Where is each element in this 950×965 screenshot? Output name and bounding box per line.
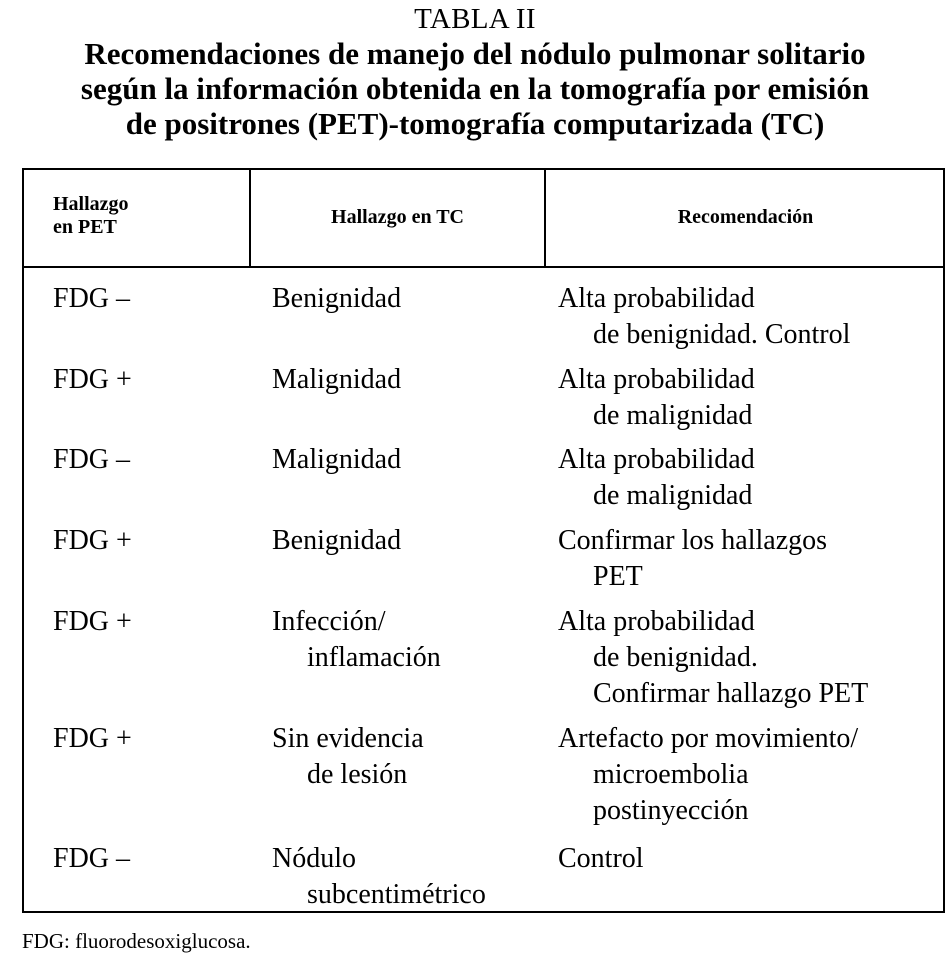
cell-line: Alta probabilidad xyxy=(558,606,755,637)
cell-line: Infección/ xyxy=(272,606,386,637)
table-cell-pet xyxy=(53,721,132,757)
table-cell-pet xyxy=(53,362,132,398)
cell-line: Benignidad xyxy=(272,283,402,314)
cell-line: de benignidad. Control xyxy=(593,319,851,350)
table-cell-rec xyxy=(558,442,755,514)
table-cell-pet xyxy=(53,442,130,478)
table-cell-tc xyxy=(272,604,441,676)
data-table xyxy=(22,168,945,913)
table-cell-tc xyxy=(272,281,401,317)
cell-line: FDG + xyxy=(53,723,132,754)
cell-line: de malignidad xyxy=(593,400,753,431)
cell-line: de lesión xyxy=(307,759,408,790)
cell-line: de benignidad. xyxy=(593,642,758,673)
table-cell-tc xyxy=(272,442,401,478)
table-cell-pet xyxy=(53,841,130,877)
table-header xyxy=(24,170,943,268)
table-cell-tc xyxy=(272,841,486,913)
cell-line: Sin evidencia xyxy=(272,723,424,754)
cell-line: Confirmar los hallazgos xyxy=(558,525,828,556)
cell-line: FDG – xyxy=(53,283,131,314)
cell-line: FDG + xyxy=(53,525,132,556)
cell-line: Malignidad xyxy=(272,364,402,395)
table-footnote: FDG: fluorodesoxiglucosa. xyxy=(22,929,251,953)
table-title-line: según la información obtenida en la tomografía por emisión xyxy=(80,71,870,106)
cell-line: Confirmar hallazgo PET xyxy=(593,678,869,709)
table-cell-tc xyxy=(272,721,424,793)
cell-line: Alta probabilidad xyxy=(558,444,755,475)
table-cell-rec xyxy=(558,721,858,829)
table-cell-rec xyxy=(558,281,850,353)
table-cell-rec xyxy=(558,523,827,595)
cell-line: Control xyxy=(558,843,644,874)
cell-line: Artefacto por movimiento/ xyxy=(558,723,859,754)
cell-line: microembolia xyxy=(593,759,749,790)
cell-line: FDG + xyxy=(53,606,132,637)
table-cell-pet xyxy=(53,604,132,640)
cell-line: FDG + xyxy=(53,364,132,395)
cell-line: FDG – xyxy=(53,444,131,475)
header-hallazgo-pet: Hallazgo en PET xyxy=(53,193,129,238)
cell-line: de malignidad xyxy=(593,480,753,511)
cell-line: Malignidad xyxy=(272,444,402,475)
table-cell-tc xyxy=(272,362,401,398)
cell-line: postinyección xyxy=(593,795,749,826)
cell-line: Benignidad xyxy=(272,525,402,556)
table-cell-pet xyxy=(53,523,132,559)
header-recomendacion: Recomendación xyxy=(677,206,814,228)
table-heading xyxy=(0,3,950,141)
cell-line: PET xyxy=(593,561,643,592)
table-cell-rec xyxy=(558,604,868,712)
table-label: TABLA II xyxy=(414,3,536,35)
table-title-line: de positrones (PET)-tomografía computarizada (TC) xyxy=(125,106,825,141)
table-title-line: Recomendaciones de manejo del nódulo pulmonar solitario xyxy=(84,36,866,71)
table-cell-pet xyxy=(53,281,130,317)
cell-line: subcentimétrico xyxy=(307,879,486,910)
cell-line: FDG – xyxy=(53,843,131,874)
cell-line: Alta probabilidad xyxy=(558,364,755,395)
cell-line: Nódulo xyxy=(272,843,356,874)
table-cell-tc xyxy=(272,523,401,559)
cell-line: Alta probabilidad xyxy=(558,283,755,314)
header-hallazgo-tc: Hallazgo en TC xyxy=(331,206,464,228)
table-cell-rec xyxy=(558,841,644,877)
cell-line: inflamación xyxy=(307,642,441,673)
table-cell-rec xyxy=(558,362,755,434)
table-title xyxy=(0,36,950,141)
